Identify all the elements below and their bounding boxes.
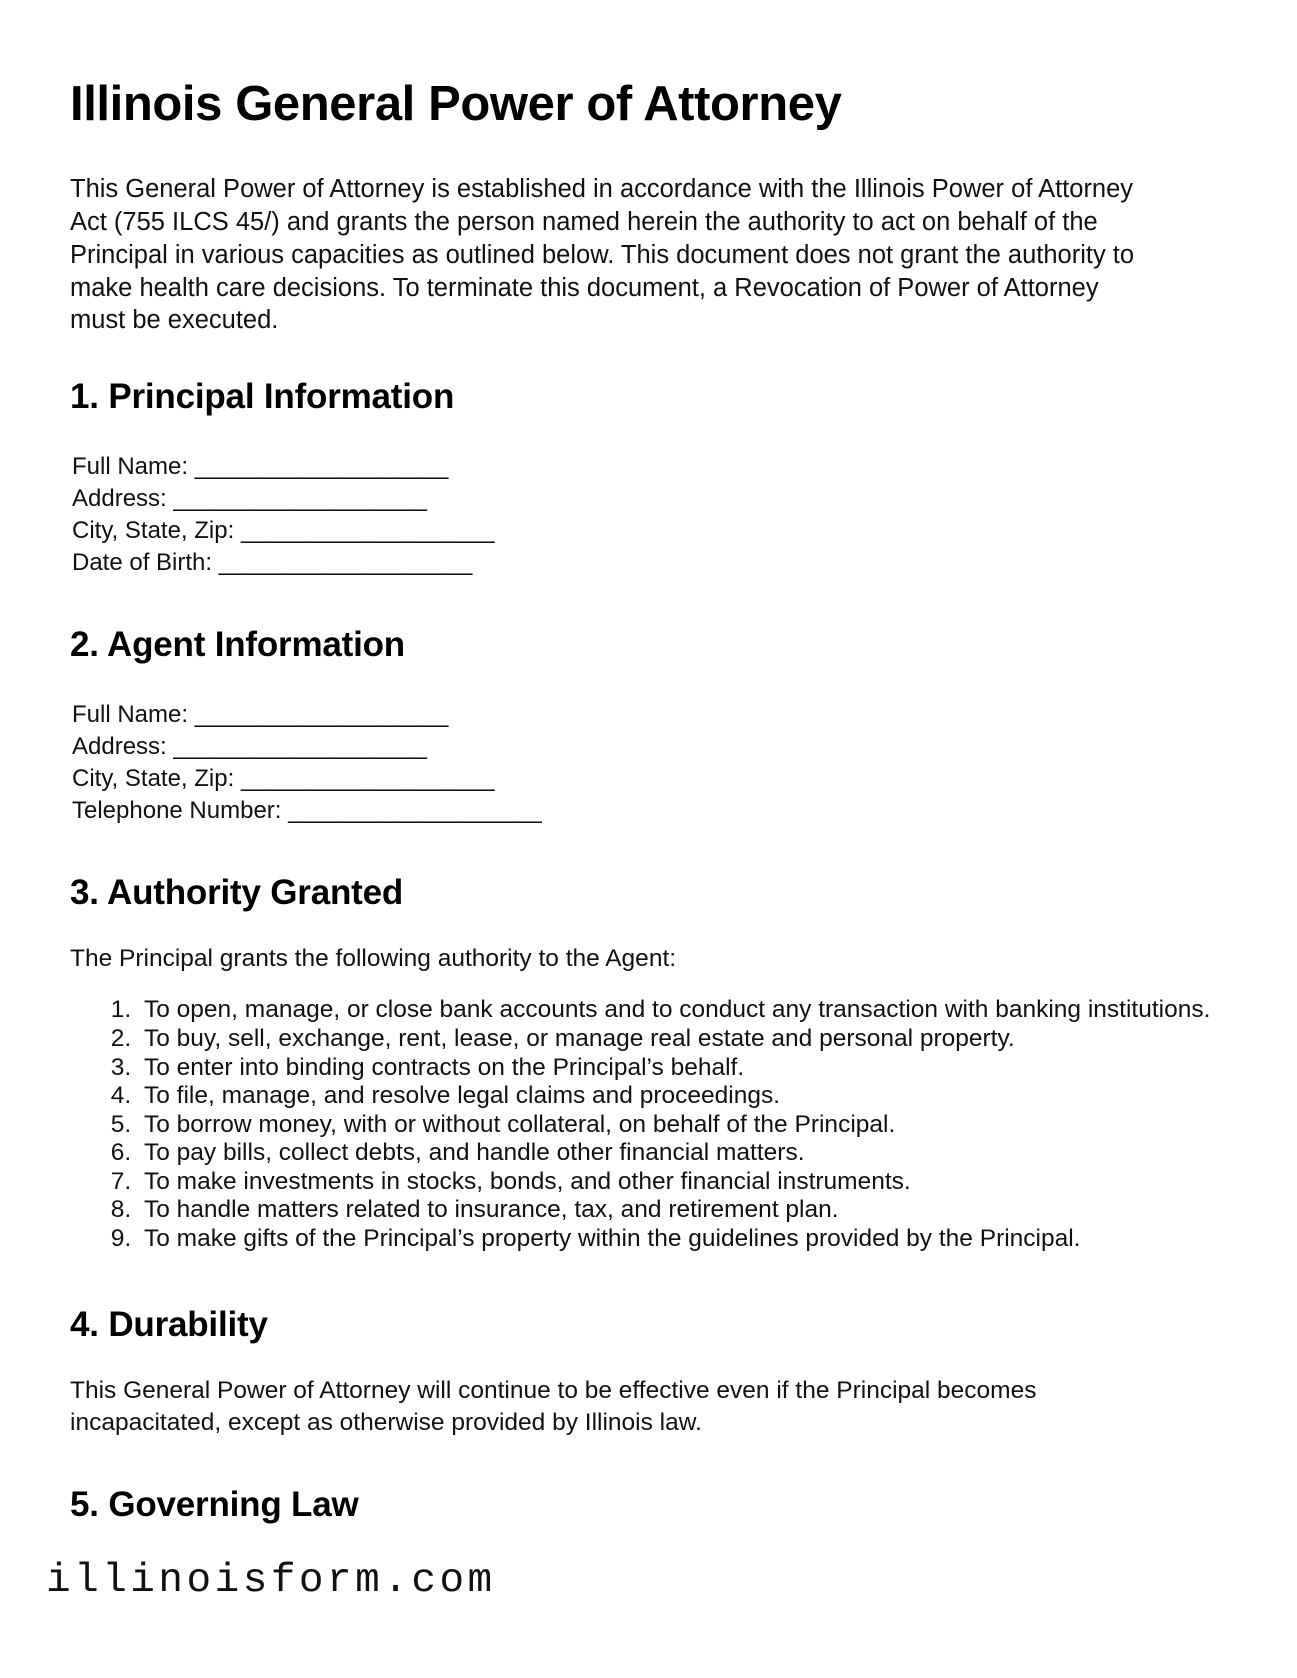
spacer <box>70 1439 1225 1485</box>
section-heading-agent-information: 2. Agent Information <box>70 624 405 664</box>
durability-paragraph: This General Power of Attorney will continue to be effective even if the Principal becomes incapacitated, except as otherwise provided by Illinois law. <box>70 1377 1037 1437</box>
agent-address-field[interactable]: Address: ___________________ <box>72 732 427 760</box>
authority-granted-list <box>70 996 1225 1253</box>
principal-date-of-birth-field[interactable]: Date of Birth: ___________________ <box>72 549 473 577</box>
list-item: 7. To make investments in stocks, bonds, and other financial instruments. <box>138 1168 1225 1197</box>
list-item: 3. To enter into binding contracts on the Principal’s behalf. <box>138 1054 1225 1083</box>
list-item: 9. To make gifts of the Principal’s property within the guidelines provided by the Principal. <box>138 1225 1225 1254</box>
section-heading-authority-granted: 3. Authority Granted <box>70 872 404 912</box>
agent-full-name-field[interactable]: Full Name: ___________________ <box>72 700 449 728</box>
list-item: 2. To buy, sell, exchange, rent, lease, or manage real estate and personal property. <box>138 1025 1225 1054</box>
section-heading-governing-law: 5. Governing Law <box>70 1484 359 1524</box>
agent-city-state-zip-field[interactable]: City, State, Zip: ___________________ <box>72 764 495 792</box>
list-item: 6. To pay bills, collect debts, and handle other financial matters. <box>138 1139 1225 1168</box>
list-item: 4. To file, manage, and resolve legal claims and proceedings. <box>138 1082 1225 1111</box>
section-heading-principal-information: 1. Principal Information <box>70 377 455 417</box>
spacer <box>70 827 1225 873</box>
list-item: 8. To handle matters related to insurance, tax, and retirement plan. <box>138 1196 1225 1225</box>
authority-lead-in: The Principal grants the following authority to the Agent: <box>70 944 677 972</box>
page-title: Illinois General Power of Attorney <box>70 77 842 131</box>
agent-telephone-number-field[interactable]: Telephone Number: ___________________ <box>72 796 542 824</box>
agent-fields <box>72 699 1225 827</box>
list-item: 5. To borrow money, with or without collateral, on behalf of the Principal. <box>138 1111 1225 1140</box>
principal-city-state-zip-field[interactable]: City, State, Zip: ___________________ <box>72 517 495 545</box>
principal-full-name-field[interactable]: Full Name: ___________________ <box>72 453 449 481</box>
spacer <box>70 1253 1225 1305</box>
footer-watermark: illinoisform.com <box>46 1558 496 1604</box>
principal-address-field[interactable]: Address: ___________________ <box>72 485 427 513</box>
principal-fields <box>72 451 1225 579</box>
spacer <box>70 579 1225 625</box>
intro-paragraph: This General Power of Attorney is established in accordance with the Illinois Power of Attorney Act (755 ILCS 45/) and grants the person named herein the authority to act on behalf of the Principal in various capacities as outlined below. This document does not grant the authority to make health care decisions. To terminate this document, a Revocation of Power of Attorney must be executed. <box>70 174 1135 335</box>
section-heading-durability: 4. Durability <box>70 1305 268 1345</box>
list-item: 1. To open, manage, or close bank accounts and to conduct any transaction with banking institutions. <box>138 996 1225 1025</box>
